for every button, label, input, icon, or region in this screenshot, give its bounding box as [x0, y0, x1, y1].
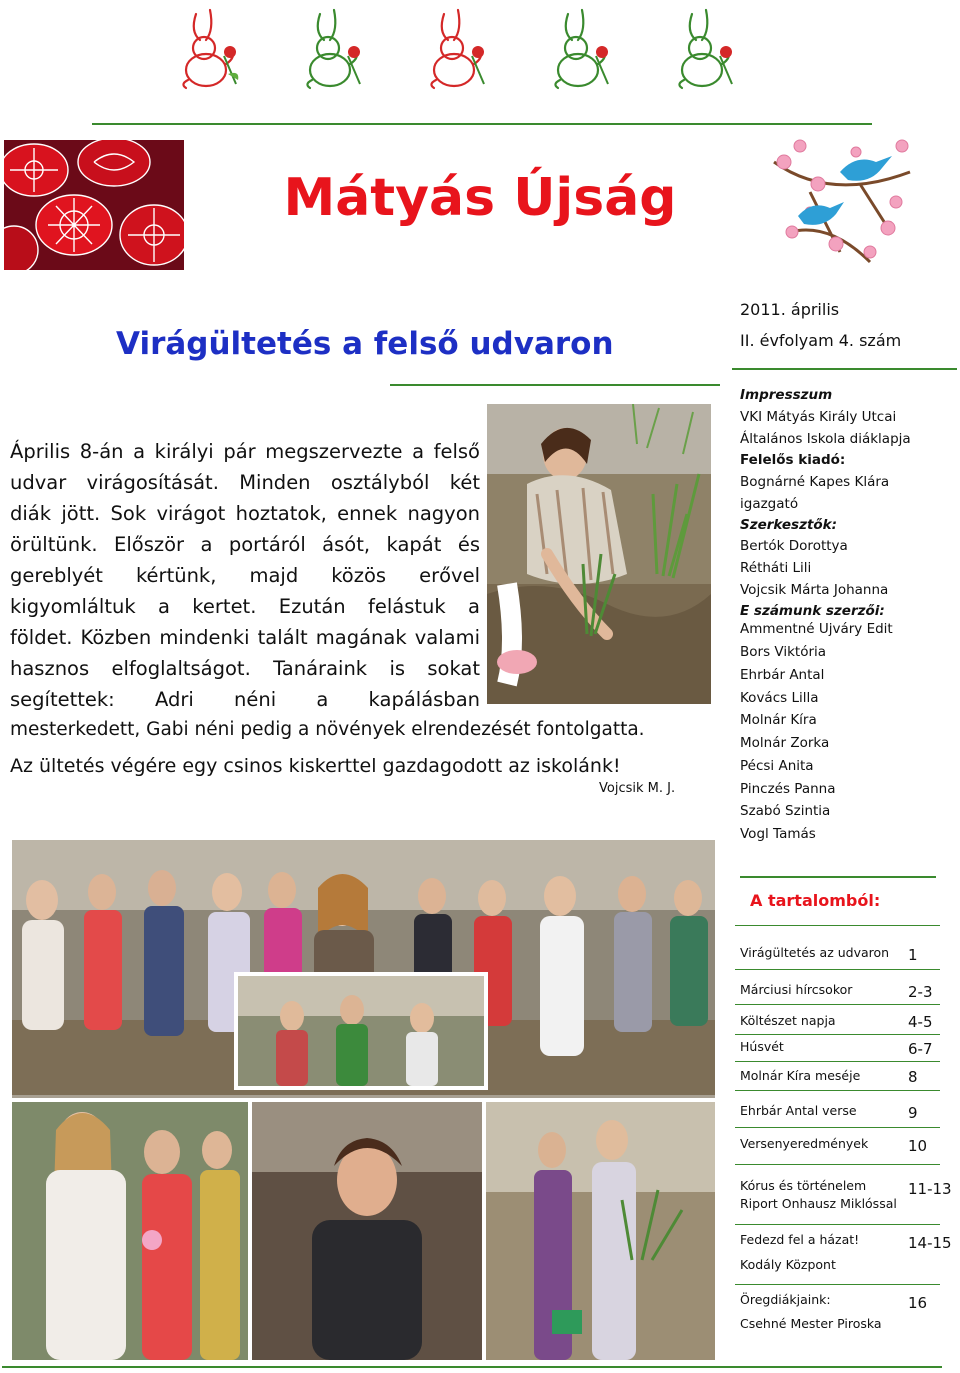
divider	[735, 1224, 940, 1225]
divider	[740, 876, 936, 878]
impressum-author: Ammentné Ujváry Edit	[740, 621, 893, 637]
impressum-author: Molnár Zorka	[740, 735, 830, 751]
easter-bunny-icon	[166, 4, 248, 94]
toc-item-pages: 6-7	[908, 1040, 933, 1058]
toc-item-pages: 2-3	[908, 983, 933, 1001]
article-line: udvar virágosítását. Minden osztályból két	[10, 471, 480, 494]
impressum-author: Vogl Tamás	[740, 826, 816, 842]
impressum-editors-label: Szerkesztők:	[740, 517, 838, 533]
article-line: mesterkedett, Gabi néni pedig a növények elrendezését fontolgatta.	[10, 719, 645, 740]
impressum-author: Szabó Szintia	[740, 803, 831, 819]
divider	[735, 1164, 940, 1165]
article-headline: Virágültetés a felső udvaron	[116, 326, 614, 362]
toc-item-label: Öregdiákjaink:	[740, 1292, 831, 1307]
students-gardening-photo-collage	[12, 840, 715, 1360]
impressum-editor: Bertók Dorottya	[740, 538, 848, 554]
divider	[390, 384, 720, 386]
article-line: diák jött. Sok virágot hoztatok, ennek nagyon	[10, 502, 480, 525]
toc-item-label: Ehrbár Antal verse	[740, 1103, 857, 1118]
toc-item-pages: 10	[908, 1137, 928, 1155]
divider	[735, 1034, 940, 1035]
article-line: segítettek: Adri néni a kapálásban	[10, 688, 480, 711]
divider	[735, 925, 940, 926]
toc-item-pages: 16	[908, 1294, 928, 1312]
toc-item-pages: 14-15	[908, 1234, 952, 1252]
girl-planting-flowers-photo	[487, 404, 711, 704]
masthead-title: Mátyás Újság	[283, 168, 677, 228]
painted-easter-eggs-image	[4, 140, 184, 270]
toc-item-sublabel: Kodály Központ	[740, 1257, 836, 1272]
toc-item-pages: 8	[908, 1068, 918, 1086]
impressum-author: Bors Viktória	[740, 644, 827, 660]
article-line: Április 8-án a királyi pár megszervezte a felső	[10, 440, 480, 463]
article-line: hasznos elfoglaltságot. Tanáraink is sokat	[10, 657, 480, 680]
divider	[732, 368, 957, 370]
impressum-authors-label: E számunk szerzői:	[740, 603, 885, 619]
article-line: örültünk. Először a portáról ásót, kapát és	[10, 533, 480, 556]
toc-item-label: Kórus és történelem	[740, 1178, 867, 1193]
impressum-school: Általános Iskola diáklapja	[740, 431, 911, 447]
impressum-author: Pécsi Anita	[740, 758, 814, 774]
article-author: Vojcsik M. J.	[599, 781, 676, 796]
toc-item-pages: 1	[908, 946, 918, 964]
divider	[735, 1127, 940, 1128]
impressum-publisher-label: Felelős kiadó:	[740, 452, 846, 468]
toc-item-label: Versenyeredmények	[740, 1136, 869, 1151]
impressum-author: Kovács Lilla	[740, 690, 819, 706]
toc-item-label: Fedezd fel a házat!	[740, 1232, 860, 1247]
divider	[735, 969, 940, 970]
impressum-editor: Vojcsik Márta Johanna	[740, 582, 889, 598]
easter-bunny-icon	[538, 4, 620, 94]
divider	[92, 123, 872, 125]
toc-item-pages: 11-13	[908, 1180, 952, 1198]
divider	[735, 1284, 940, 1285]
easter-bunny-icon	[662, 4, 744, 94]
impressum-publisher-role: igazgató	[740, 496, 799, 512]
divider	[735, 1090, 940, 1091]
divider	[735, 1004, 940, 1005]
impressum-author: Ehrbár Antal	[740, 667, 825, 683]
impressum-publisher-name: Bognárné Kapes Klára	[740, 474, 890, 490]
impressum-heading: Impresszum	[740, 387, 833, 403]
article-line: Az ültetés végére egy csinos kiskerttel gazdagodott az iskolánk!	[10, 755, 621, 777]
toc-item-label: Márciusi hírcsokor	[740, 982, 853, 997]
easter-bunny-icon	[414, 4, 496, 94]
toc-item-label: Költészet napja	[740, 1013, 836, 1028]
impressum-editor: Rétháti Lili	[740, 560, 812, 576]
issue-volume: II. évfolyam 4. szám	[740, 331, 902, 350]
toc-item-pages: 9	[908, 1104, 918, 1122]
easter-bunny-icon	[290, 4, 372, 94]
article-line: gereblyét kértünk, majd közös erővel	[10, 564, 480, 587]
toc-title: A tartalomból:	[750, 891, 881, 910]
toc-item-sublabel: Riport Onhausz Miklóssal	[740, 1196, 897, 1211]
blue-birds-blossom-image	[770, 132, 912, 270]
article-line: kigyomláltuk a kertet. Ezután felástuk a	[10, 595, 480, 618]
article-line: földet. Közben mindenki talált magának valami	[10, 626, 480, 649]
toc-item-pages: 4-5	[908, 1013, 933, 1031]
impressum-author: Molnár Kíra	[740, 712, 817, 728]
impressum-school: VKI Mátyás Király Utcai	[740, 409, 897, 425]
divider	[735, 1061, 940, 1062]
impressum-author: Pinczés Panna	[740, 781, 836, 797]
toc-item-label: Virágültetés az udvaron	[740, 945, 890, 960]
toc-item-label: Molnár Kíra meséje	[740, 1068, 861, 1083]
toc-item-label: Húsvét	[740, 1039, 784, 1054]
toc-item-sublabel: Csehné Mester Piroska	[740, 1316, 882, 1331]
issue-date: 2011. április	[740, 300, 840, 319]
divider	[2, 1366, 942, 1368]
